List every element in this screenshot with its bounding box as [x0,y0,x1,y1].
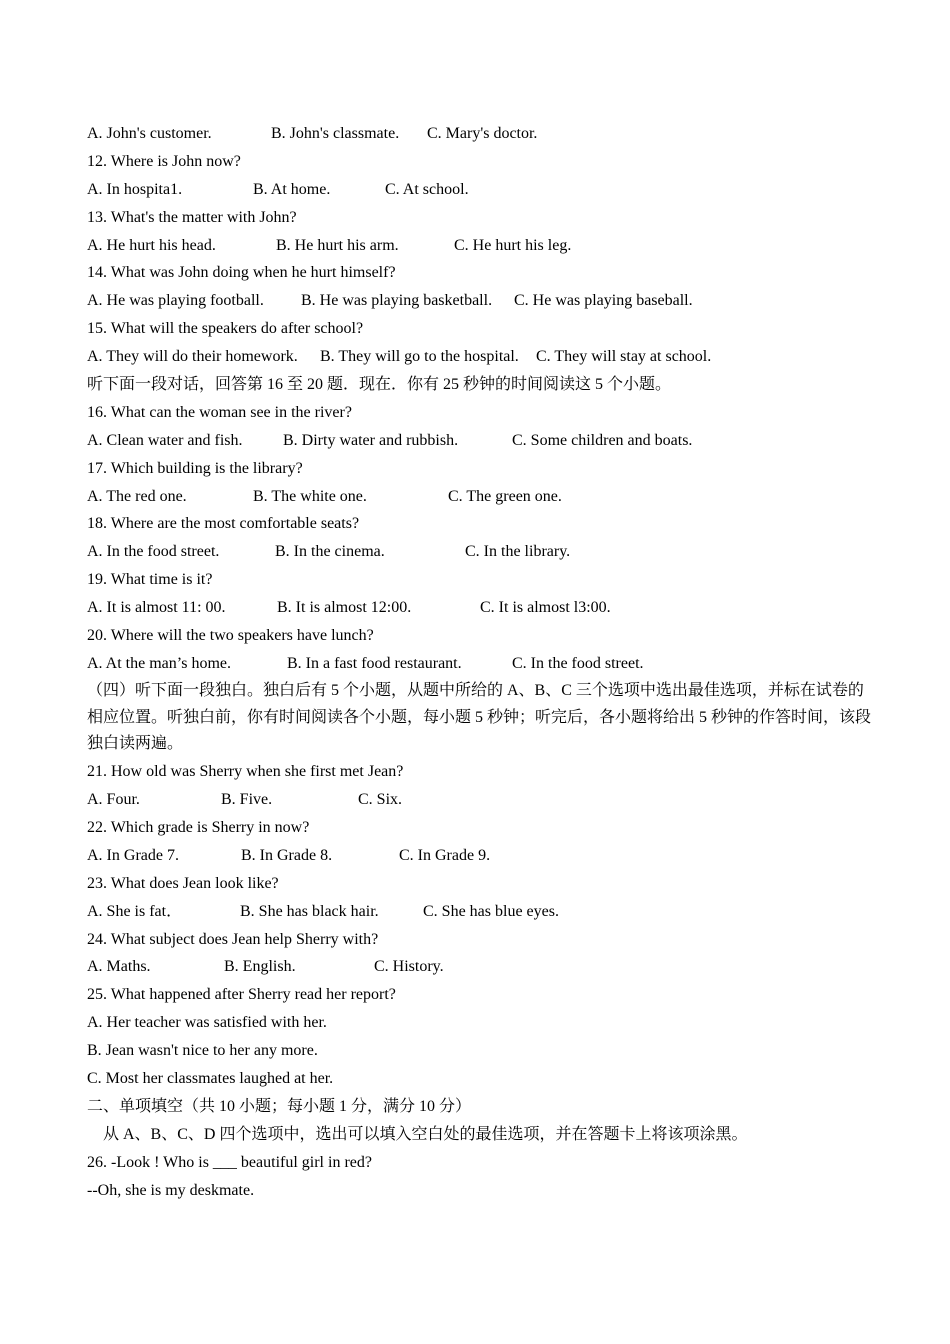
q16-options [87,427,877,455]
q11-options [87,120,877,148]
q25-option-b: B. Jean wasn't nice to her any more. [87,1042,318,1060]
option-b: B. At home. [253,180,331,198]
option-a: A. John's customer. [87,125,212,142]
option-c: C. Some children and boats. [512,431,693,449]
q21-options [87,786,877,814]
option-b: B. He was playing basketball. [301,292,493,310]
q23-options [87,898,877,926]
q17-options [87,483,877,511]
option-c: C. The green one. [448,487,562,505]
part-2-instruction: 从 A、B、C、D 四个选项中，选出可以填入空白处的最佳选项，并在答题卡上将该项涂黑。 [103,1125,748,1143]
option-a: A. He hurt his head. [87,236,216,254]
q22-options [87,842,877,870]
option-c: C. He hurt his leg. [454,236,572,254]
option-c: C. In Grade 9. [399,846,491,864]
option-b: B. They will go to the hospital. [320,348,519,366]
option-c: C. It is almost l3:00. [480,599,611,617]
option-a: A. Four. [87,791,140,809]
q18-options [87,538,877,566]
option-a: A. The red one. [87,487,187,505]
option-b: B. He hurt his arm. [276,236,399,254]
question-26: 26. -Look ! Who is ___ beautiful girl in red? [87,1153,372,1171]
option-b: B. John's classmate. [271,125,400,142]
option-c: C. Mary's doctor. [427,125,538,142]
option-a: A. They will do their homework. [87,348,298,366]
q20-options [87,650,877,678]
option-b: B. In Grade 8. [241,846,333,864]
option-c: C. Six. [358,791,403,809]
option-b: B. In a fast food restaurant. [287,654,462,672]
option-b: B. Dirty water and rubbish. [283,431,459,449]
exam-page [87,120,877,1204]
question-21: 21. How old was Sherry when she first met Jean? [87,763,404,781]
option-a: A. Maths. [87,958,151,976]
option-a: A. At the man’s home. [87,654,231,672]
question-17: 17. Which building is the library? [87,459,303,477]
question-14: 14. What was John doing when he hurt himself? [87,264,396,282]
question-16: 16. What can the woman see in the river? [87,403,352,421]
question-15: 15. What will the speakers do after school? [87,320,364,338]
option-b: B. The white one. [253,487,367,505]
option-c: C. History. [374,958,444,976]
option-b: B. She has black hair. [240,902,379,920]
option-c: C. In the food street. [512,654,644,672]
option-c: C. At school. [385,180,469,198]
question-22: 22. Which grade is Sherry in now? [87,818,310,836]
option-c: C. He was playing baseball. [514,292,693,310]
q12-options [87,176,877,204]
option-b: B. Five. [221,791,273,809]
question-24: 24. What subject does Jean help Sherry with? [87,930,379,948]
option-a: A. Clean water and fish. [87,431,243,449]
question-18: 18. Where are the most comfortable seats? [87,515,360,533]
option-a: A. In hospita1. [87,180,183,198]
question-20: 20. Where will the two speakers have lunch? [87,627,374,645]
question-13: 13. What's the matter with John? [87,208,297,226]
option-b: B. English. [224,958,296,976]
q13-options [87,232,877,260]
q25-option-c: C. Most her classmates laughed at her. [87,1070,334,1087]
q19-options [87,594,877,622]
option-a: A. She is fat． [87,902,183,920]
section-4-instruction: （四）听下面一段独白。独白后有 5 个小题，从题中所给的 A、B、C 三个选项中选出最佳选项，并标在试卷的相应位置。听独白前，你有时间阅读各个小题，每小题 5 秒钟；听完后，各小题将给出 5 秒钟的作答时间，该段独白读两遍。 [87,681,872,753]
option-b: B. In the cinema. [275,543,385,561]
part-2-title: 二、单项填空（共 10 小题；每小题 1 分，满分 10 分） [87,1097,472,1115]
q24-options [87,953,877,981]
option-c: C. She has blue eyes. [423,902,559,920]
q26-reply: --Oh, she is my deskmate. [87,1181,255,1199]
question-25: 25. What happened after Sherry read her report? [87,986,396,1004]
q15-options [87,343,877,371]
q25-option-a: A. Her teacher was satisfied with her. [87,1014,327,1032]
question-12: 12. Where is John now? [87,152,241,170]
option-a: A. It is almost 11: 00. [87,599,226,617]
question-19: 19. What time is it? [87,571,213,589]
question-23: 23. What does Jean look like? [87,874,279,892]
option-a: A. In the food street. [87,543,220,561]
q14-options [87,287,877,315]
option-b: B. It is almost 12:00. [277,599,412,617]
option-c: C. In the library. [465,543,571,561]
instruction-16-20: 听下面一段对话，回答第 16 至 20 题．现在．你有 25 秒钟的时间阅读这 5 个小题。 [87,376,672,394]
option-a: A. He was playing football. [87,292,264,310]
option-a: A. In Grade 7. [87,846,179,864]
option-c: C. They will stay at school. [536,348,712,366]
